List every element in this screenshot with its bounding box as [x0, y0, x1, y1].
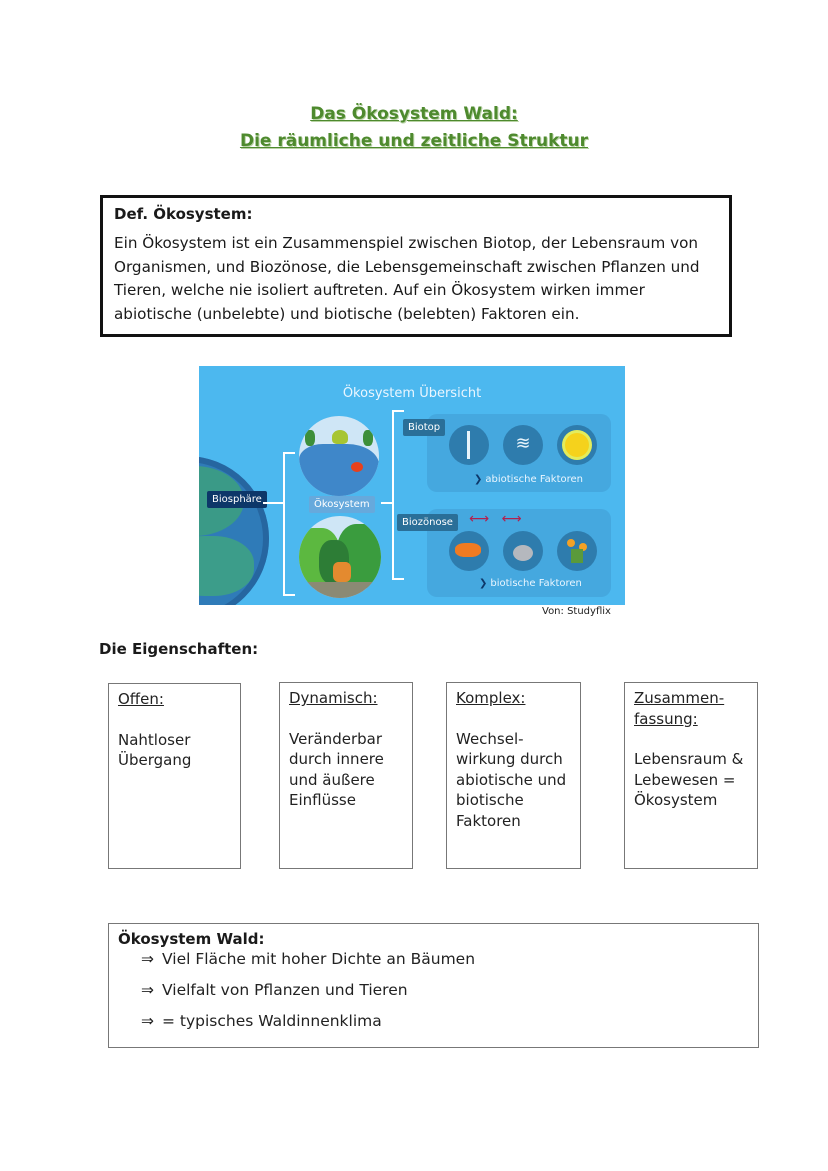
- property-card-dynamic: [279, 682, 413, 869]
- property-card-open: [108, 683, 241, 869]
- properties-heading: Die Eigenschaften:: [99, 640, 259, 658]
- property-body: Lebensraum & Lebewesen = Ökosystem: [634, 750, 744, 809]
- definition-text: Ein Ökosystem ist ein Zusammenspiel zwischen Biotop, der Lebensraum von Organismen, und Biozönose, die Lebensgemeinschaft zwischen Pflanzen und Tieren, welche nie isoliert auftreten. Auf ein Ökosystem wirken immer abiotische (unbelebte) und biotische (belebten) Faktoren ein.: [114, 234, 700, 323]
- property-heading: Dynamisch:: [289, 689, 378, 707]
- chevron-right-icon: ❯: [474, 474, 483, 485]
- globe-icon: [199, 456, 269, 605]
- forest-ecosystem-box: [108, 923, 759, 1048]
- pond-icon: [299, 416, 379, 496]
- chevron-right-icon: ❯: [479, 578, 488, 589]
- wind-icon: ≋: [503, 425, 543, 465]
- biocoenosis-label: Biozönose: [397, 514, 458, 531]
- forest-list-item: [141, 950, 475, 968]
- fox-icon: [449, 531, 489, 571]
- forest-list-item: [141, 1012, 382, 1030]
- forest-list-item: [141, 981, 408, 999]
- biosphere-label: Biosphäre: [207, 491, 267, 508]
- forest-item-text: Vielfalt von Pflanzen und Tieren: [162, 981, 408, 999]
- property-heading: Zusammen-fassung:: [634, 689, 725, 728]
- property-body: Nahtloser Übergang: [118, 730, 192, 769]
- image-credit: Von: Studyflix: [542, 606, 611, 617]
- implies-arrow-icon: ⇒: [141, 1012, 154, 1030]
- definition-box: [100, 195, 732, 337]
- thermometer-icon: [449, 425, 489, 465]
- property-body: Veränderbar durch innere und äußere Einflüsse: [289, 729, 384, 809]
- title-line-2: Die räumliche und zeitliche Struktur: [239, 131, 589, 151]
- property-card-summary: [624, 682, 758, 869]
- interaction-arrows-icon: ⟷ ⟷: [469, 511, 526, 527]
- ecosystem-label: Ökosystem: [309, 496, 375, 513]
- forest-item-text: Viel Fläche mit hoher Dichte an Bäumen: [162, 950, 476, 968]
- sun-icon: [557, 425, 597, 465]
- page-title: [0, 101, 828, 155]
- property-heading: Offen:: [118, 690, 164, 708]
- biotic-caption: [479, 578, 582, 589]
- bracket-left: [283, 452, 295, 596]
- ecosystem-overview-figure: [199, 366, 625, 605]
- forest-heading: Ökosystem Wald:: [118, 930, 265, 948]
- bracket-right: [392, 410, 404, 580]
- property-card-complex: [446, 682, 581, 869]
- biotope-label: Biotop: [403, 419, 445, 436]
- abiotic-caption: [474, 474, 583, 485]
- biotic-caption-text: biotische Faktoren: [490, 578, 582, 589]
- figure-title: Ökosystem Übersicht: [342, 386, 482, 401]
- connector: [263, 502, 283, 504]
- property-body: Wechsel-wirkung durch abiotische und biotische Faktoren: [456, 729, 567, 830]
- property-heading: Komplex:: [456, 689, 526, 707]
- forest-item-text: = typisches Waldinnenklima: [162, 1012, 382, 1030]
- abiotic-caption-text: abiotische Faktoren: [485, 474, 584, 485]
- definition-heading: Def. Ökosystem:: [114, 205, 253, 223]
- implies-arrow-icon: ⇒: [141, 981, 154, 999]
- title-line-1: Das Ökosystem Wald:: [310, 104, 518, 124]
- forest-icon: [299, 516, 381, 598]
- flowers-icon: [557, 531, 597, 571]
- rabbit-icon: [503, 531, 543, 571]
- implies-arrow-icon: ⇒: [141, 950, 154, 968]
